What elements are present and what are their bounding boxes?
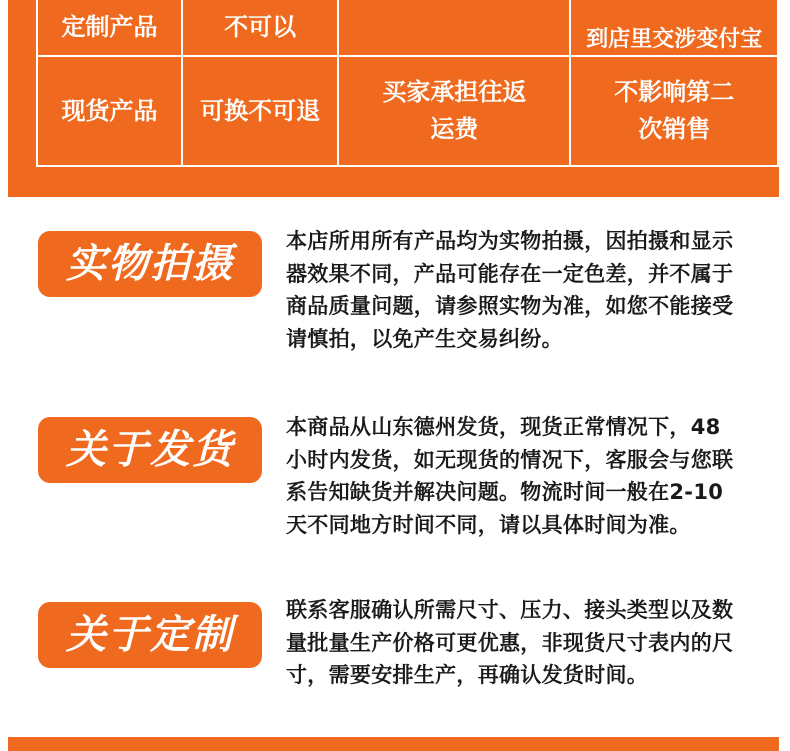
table-row <box>37 56 778 166</box>
table-cell: 不可以 <box>182 0 338 56</box>
table-cell: 买家承担往返运费 <box>338 56 570 166</box>
table-row <box>37 0 778 56</box>
section-description: 联系客服确认所需尺寸、压力、接头类型以及数量批量生产价格可更优惠，非现货尺寸表内的尺寸，需要安排生产，再确认发货时间。 <box>286 598 734 687</box>
policy-table-panel <box>8 0 779 197</box>
table-cell: 定制产品 <box>37 0 182 56</box>
section-title-badge: 实物拍摄 <box>38 231 262 297</box>
section-description: 本商品从山东德州发货，现货正常情况下，48小时内发货，如无现货的情况下，客服会与您联系告知缺货并解决问题。物流时间一般在2-10天不同地方时间不同，请以具体时间为准。 <box>286 415 734 537</box>
bottom-accent-bar <box>8 737 779 751</box>
table-cell: 到店里交涉变付宝 <box>570 0 778 56</box>
section-title-badge: 关于定制 <box>38 602 262 668</box>
table-cell: 可换不可退 <box>182 56 338 166</box>
table-cell: 现货产品 <box>37 56 182 166</box>
table-cell <box>338 0 570 56</box>
section-title-badge: 关于发货 <box>38 417 262 483</box>
section-description: 本店所用所有产品均为实物拍摄，因拍摄和显示器效果不同，产品可能存在一定色差，并不属于商品质量问题，请参照实物为准，如您不能接受请慎拍，以免产生交易纠纷。 <box>286 229 734 351</box>
policy-table <box>36 0 779 167</box>
table-cell: 不影响第二次销售 <box>570 56 778 166</box>
